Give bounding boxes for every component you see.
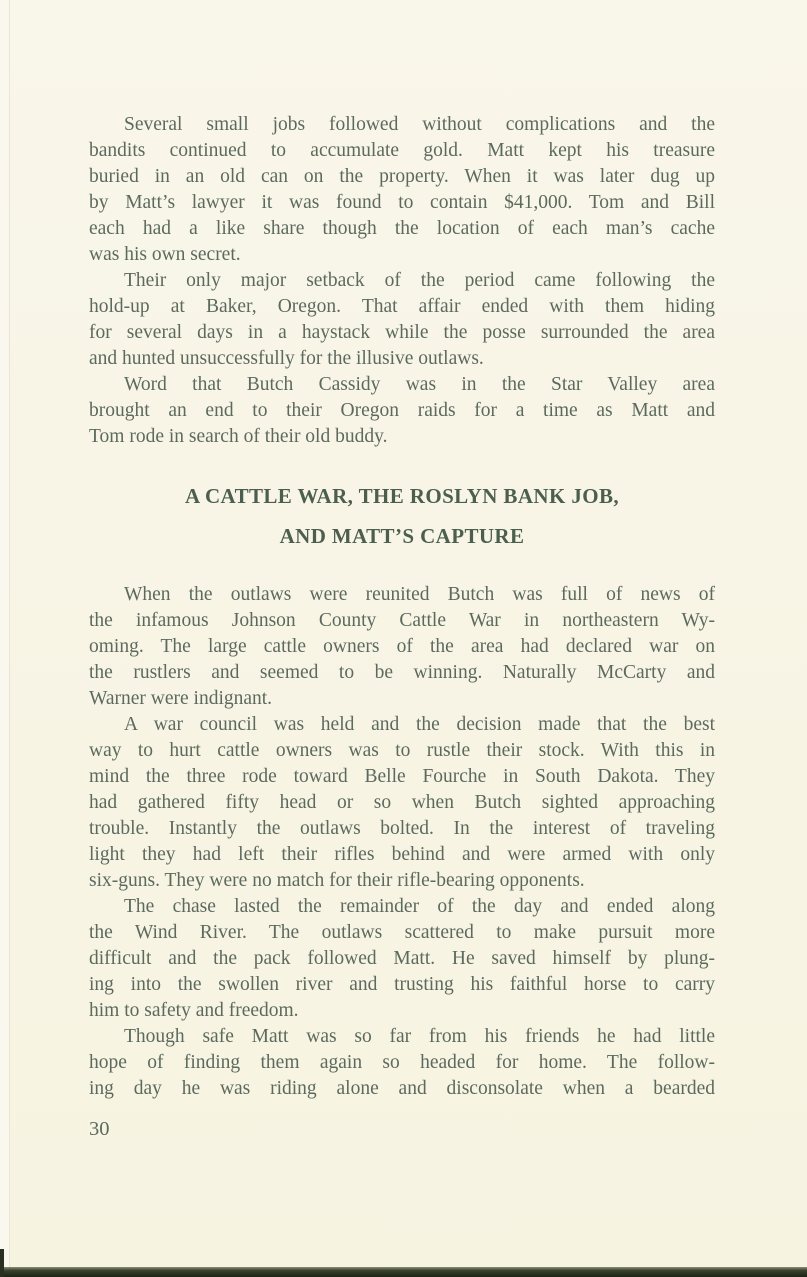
paragraph-baker-holdup [89,268,715,372]
text-line: mind the three rode toward Belle Fourche in South Dakota. They [89,766,715,787]
scan-edge-bottom [0,1267,807,1277]
scan-edge-corner [0,1249,4,1277]
text-line: had gathered fifty head or so when Butch sighted approaching [89,792,715,813]
section-heading [89,476,715,556]
text-line: The chase lasted the remainder of the day and ended along [124,896,715,917]
text-line: and hunted unsuccessfully for the illusive outlaws. [89,348,484,369]
text-line: hope of finding them again so headed for home. The follow- [89,1052,715,1073]
page-text-block [89,112,715,1102]
paragraph-war-council [89,712,715,894]
paragraph-treasure [89,112,715,268]
paragraph-chase [89,894,715,1024]
text-line: six-guns. They were no match for their rifle-bearing opponents. [89,870,585,891]
text-line: trouble. Instantly the outlaws bolted. In the interest of traveling [89,818,715,839]
text-line: Their only major setback of the period came following the [124,270,715,291]
text-line: When the outlaws were reunited Butch was full of news of [124,584,715,605]
section-heading-line-2: AND MATT’S CAPTURE [279,524,525,548]
text-line: ing into the swollen river and trusting his faithful horse to carry [89,974,715,995]
text-line: Several small jobs followed without complications and the [124,114,715,135]
text-line: was his own secret. [89,244,241,265]
text-line: ing day he was riding alone and disconsolate when a bearded [89,1078,715,1099]
text-line: the rustlers and seemed to be winning. Naturally McCarty and [89,662,715,683]
text-line: the infamous Johnson County Cattle War in northeastern Wy- [89,610,715,631]
text-line: by Matt’s lawyer it was found to contain $41,000. Tom and Bill [89,192,715,213]
paragraph-headed-home [89,1024,715,1102]
paragraph-star-valley [89,372,715,450]
text-line: brought an end to their Oregon raids for a time as Matt and [89,400,715,421]
text-line: Word that Butch Cassidy was in the Star Valley area [124,374,715,395]
section-heading-line-1: A CATTLE WAR, THE ROSLYN BANK JOB, [184,484,620,508]
text-line: Warner were indignant. [89,688,273,709]
text-line: light they had left their rifles behind and were armed with only [89,844,715,865]
text-line: him to safety and freedom. [89,1000,299,1021]
page-number: 30 [89,1118,110,1140]
text-line: Tom rode in search of their old buddy. [89,426,388,447]
text-line: way to hurt cattle owners was to rustle their stock. With this in [89,740,715,761]
text-line: Though safe Matt was so far from his friends he had little [124,1026,715,1047]
text-line: hold-up at Baker, Oregon. That affair ended with them hiding [89,296,715,317]
text-line: the Wind River. The outlaws scattered to make pursuit more [89,922,715,943]
text-line: bandits continued to accumulate gold. Matt kept his treasure [89,140,715,161]
text-line: for several days in a haystack while the posse surrounded the area [89,322,715,343]
text-line: A war council was held and the decision made that the best [124,714,715,735]
text-line: oming. The large cattle owners of the area had declared war on [89,636,715,657]
text-line: each had a like share though the location of each man’s cache [89,218,715,239]
text-line: buried in an old can on the property. When it was later dug up [89,166,715,187]
text-line: difficult and the pack followed Matt. He saved himself by plung- [89,948,715,969]
paragraph-johnson-county [89,582,715,712]
page-edge-left [0,0,10,1267]
